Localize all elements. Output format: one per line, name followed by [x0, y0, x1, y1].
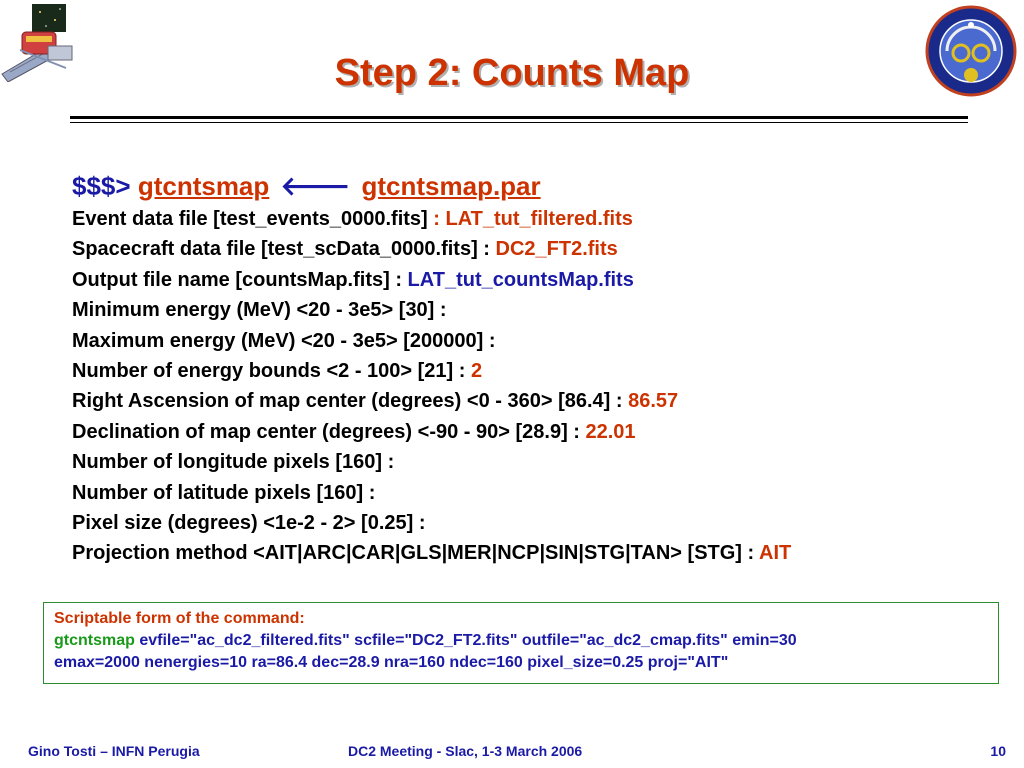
gtcntsmap-par-link[interactable]: gtcntsmap.par: [361, 171, 541, 201]
param-min-energy: Minimum energy (MeV) <20 - 3e5> [30] :: [72, 299, 447, 322]
left-arrow-icon: 🡐: [280, 171, 351, 201]
param-output-file: Output file name [countsMap.fits] : LAT_tut_countsMap.fits: [72, 268, 634, 291]
param-latitude-pixels: Number of latitude pixels [160] :: [72, 481, 376, 504]
scriptable-command-box: [43, 602, 999, 684]
scriptable-heading: Scriptable form of the command:: [54, 610, 305, 627]
title-rule-thick: [70, 116, 968, 119]
param-declination: Declination of map center (degrees) <-90 - 90> [28.9] : 22.01: [72, 420, 636, 443]
param-spacecraft-file: Spacecraft data file [test_scData_0000.fits] : DC2_FT2.fits: [72, 238, 618, 261]
param-event-file: Event data file [test_events_0000.fits] : LAT_tut_filtered.fits: [72, 208, 633, 230]
scriptable-command-name: gtcntsmap: [54, 632, 135, 649]
footer-event: DC2 Meeting - Slac, 1-3 March 2006: [348, 743, 583, 759]
param-energy-bounds: Number of energy bounds <2 - 100> [21] : 2: [72, 360, 483, 383]
param-longitude-pixels: Number of longitude pixels [160] :: [72, 451, 395, 474]
param-right-ascension: Right Ascension of map center (degrees) <0 - 360> [86.4] : 86.57: [72, 390, 679, 413]
param-projection-method: Projection method <AIT|ARC|CAR|GLS|MER|NCP|SIN|STG|TAN> [STG] : AIT: [72, 542, 792, 565]
gtcntsmap-link[interactable]: gtcntsmap: [137, 171, 270, 201]
footer-page-number: 10: [990, 743, 1006, 759]
footer-author: Gino Tosti – INFN Perugia: [28, 743, 200, 759]
param-pixel-size: Pixel size (degrees) <1e-2 - 2> [0.25] :: [72, 512, 426, 535]
command-line: [72, 168, 1012, 204]
title-rule-thin: [70, 122, 968, 123]
slide-title: Step 2: Counts Map: [334, 52, 690, 94]
scriptable-line-1: [54, 630, 988, 652]
scriptable-args-2: emax=2000 nenergies=10 ra=86.4 dec=28.9 nra=160 ndec=160 pixel_size=0.25 proj="AIT": [54, 654, 729, 671]
scriptable-args-1: evfile="ac_dc2_filtered.fits" scfile="DC2_FT2.fits" outfile="ac_dc2_cmap.fits" emin=30: [134, 632, 797, 649]
shell-prompt: $$$>: [72, 171, 131, 201]
parameter-list: [72, 204, 1012, 569]
slide-content: [72, 168, 1012, 569]
param-max-energy: Maximum energy (MeV) <20 - 3e5> [200000] :: [72, 329, 496, 352]
